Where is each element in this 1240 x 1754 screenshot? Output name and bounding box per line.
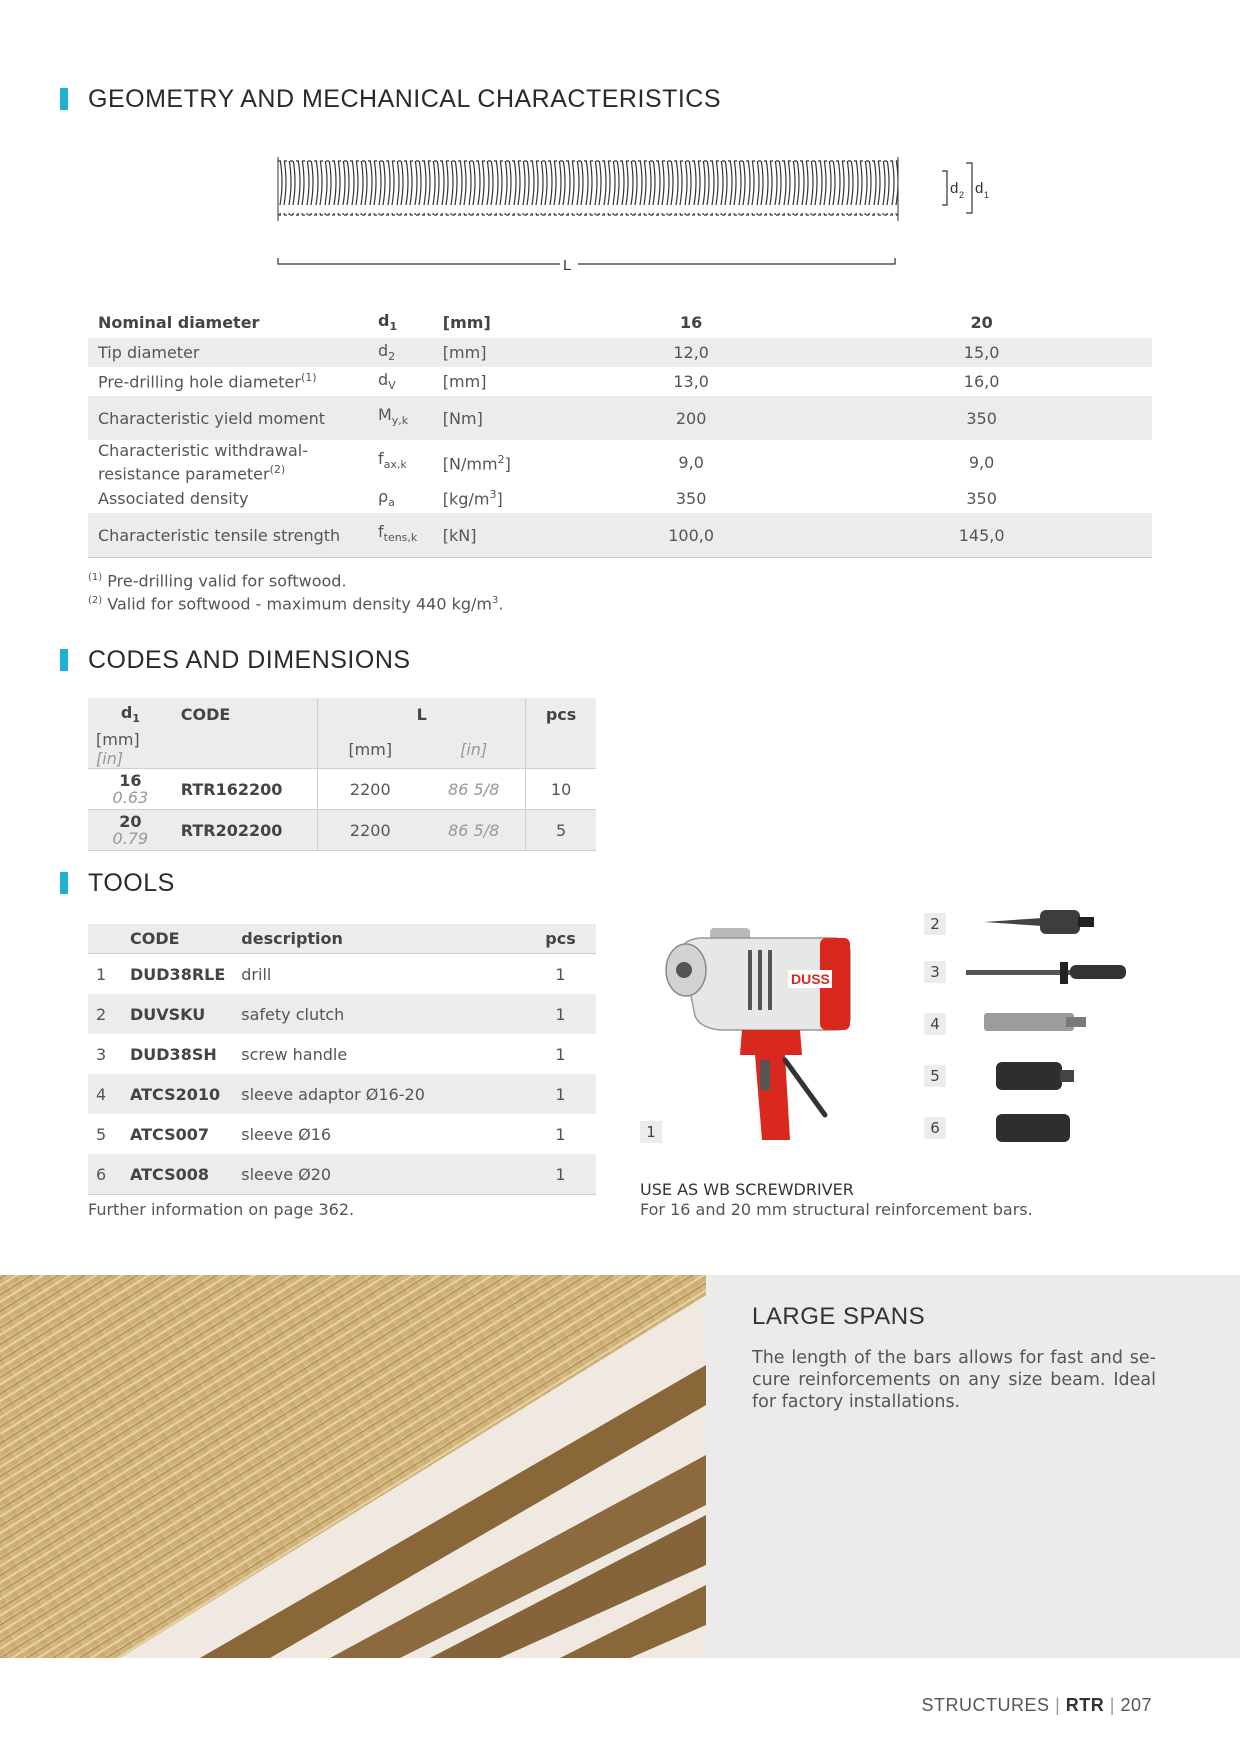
table-row: 3 DUD38SH screw handle 1	[96, 1044, 566, 1064]
svg-text:2: 2	[959, 190, 965, 200]
feature-panel	[706, 1275, 1240, 1658]
d2-label: d	[950, 180, 959, 197]
section-accent-bar	[60, 872, 68, 894]
length-dimension-line	[278, 258, 560, 264]
table-row: Characteristic withdrawal-resistance parameter$^{(2)}$ $f_{ax,k}$ $[N/mm^2]$ 9,0 9,0	[98, 440, 995, 484]
page-footer: STRUCTURES | RTR | 207	[921, 1695, 1152, 1715]
caption-text: For 16 and 20 mm structural reinforcement bars.	[640, 1200, 1033, 1219]
tool-tag-1: 1	[640, 1121, 662, 1143]
footnote-2: $^{(2)}$ Valid for softwood - maximum density 440 $kg/m^3$.	[88, 594, 504, 614]
thread-body	[278, 161, 898, 215]
timber-beam-photo	[0, 1275, 706, 1658]
caption-title: USE AS WB SCREWDRIVER	[640, 1180, 854, 1199]
feature-text: The length of the bars allows for fast and se-cure reinforcements on any size beam. Ideal for factory installations.	[752, 1348, 1156, 1412]
sleeve-20-image	[990, 1110, 1080, 1146]
page-number: 207	[1120, 1695, 1152, 1715]
table-row: Pre-drilling hole diameter$^{(1)}$ $d_V$ [mm] 13,0 16,0	[98, 370, 1000, 393]
safety-clutch-image	[980, 900, 1100, 944]
table-row: Tip diameter $d_2$ [mm] 12,0 15,0	[88, 338, 1152, 367]
section-accent-bar	[60, 88, 68, 110]
table-row: Characteristic tensile strength $f_{tens,k}$ [kN] 100,0 145,0	[88, 513, 1152, 558]
d1-bracket	[966, 163, 972, 213]
d2-bracket	[942, 171, 947, 205]
tool-tag-5: 5	[924, 1065, 946, 1087]
tool-tag-6: 6	[924, 1117, 946, 1139]
table-row: 5 ATCS007 sleeve Ø16 1	[96, 1124, 566, 1144]
section-title-text: TOOLS	[88, 869, 175, 897]
feature-title: LARGE SPANS	[752, 1303, 926, 1330]
tools-caption	[640, 1180, 1033, 1220]
screw-handle-image	[962, 955, 1132, 989]
tool-tag-3: 3	[924, 961, 946, 983]
section-title-text: CODES AND DIMENSIONS	[88, 646, 411, 674]
further-info: Further information on page 362.	[88, 1200, 355, 1219]
table-row: Characteristic yield moment $M_{y,k}$ [Nm] 200 350	[88, 396, 1152, 440]
table-row: 20 0.79 RTR202200 2200 86 5/8 5	[88, 810, 596, 851]
table-row: 2 DUVSKU safety clutch 1	[88, 994, 596, 1034]
d1-label: d	[975, 180, 984, 197]
footnote-1: $^{(1)}$ Pre-drilling valid for softwood.	[88, 571, 347, 591]
table-row: 1 DUD38RLE drill 1	[96, 964, 566, 984]
tools-header-row: CODE description pcs	[88, 924, 596, 954]
tool-tag-4: 4	[924, 1013, 946, 1035]
sleeve-adaptor-image	[980, 1005, 1090, 1039]
table-row: 4 ATCS2010 sleeve adaptor Ø16-20 1	[88, 1074, 596, 1114]
footer-product: RTR	[1065, 1695, 1105, 1715]
table-row: Associated density $\rho_a$ $[kg/m^3]$ 350 350	[98, 487, 997, 510]
section-title-text: GEOMETRY AND MECHANICAL CHARACTERISTICS	[88, 85, 722, 113]
drill-image	[660, 920, 870, 1145]
footer-section: STRUCTURES	[921, 1695, 1050, 1715]
codes-header-row: $d_1$ CODE L pcs	[88, 698, 596, 730]
drill-brand-label: DUSS	[791, 971, 830, 987]
geometry-header-row: Nominal diameter $d_1$ [mm] 16 20	[98, 310, 993, 334]
length-label: L	[563, 257, 572, 274]
codes-subheader-row: [mm] [in] [mm] [in]	[88, 730, 596, 769]
svg-text:1: 1	[984, 190, 990, 200]
table-row: 6 ATCS008 sleeve Ø20 1	[88, 1154, 596, 1195]
sleeve-16-image	[990, 1058, 1080, 1094]
threaded-bar-diagram	[270, 155, 1010, 280]
tools-table	[88, 924, 596, 1195]
section-accent-bar	[60, 649, 68, 671]
geometry-table	[88, 306, 1152, 558]
table-row: 16 0.63 RTR162200 2200 86 5/8 10	[88, 769, 596, 810]
codes-table	[88, 698, 596, 851]
tool-tag-2: 2	[924, 913, 946, 935]
footnotes	[88, 568, 503, 615]
